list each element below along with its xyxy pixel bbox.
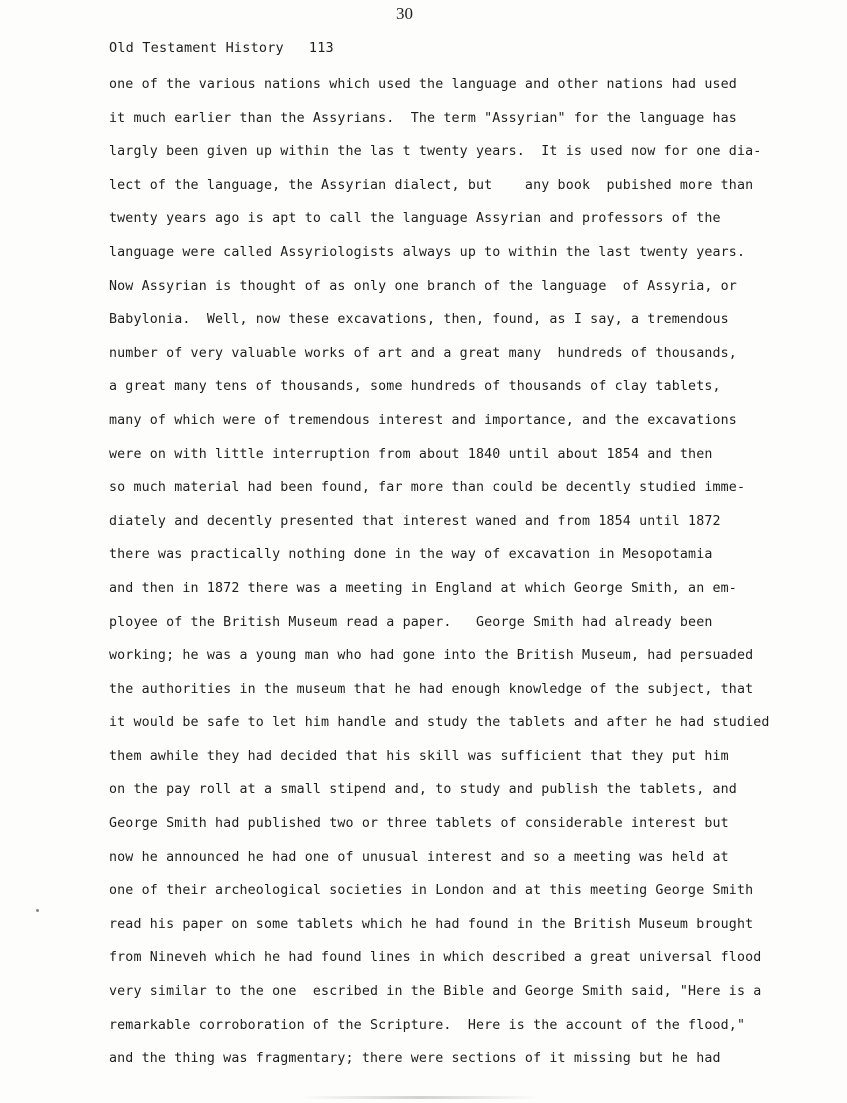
text-line: language were called Assyriologists always up to within the last twenty years.	[109, 244, 746, 260]
text-line: a great many tens of thousands, some hundreds of thousands of clay tablets,	[109, 379, 721, 395]
text-line: the authorities in the museum that he had enough knowledge of the subject, that	[109, 681, 754, 697]
text-line: Babylonia. Well, now these excavations, then, found, as I say, a tremendous	[109, 312, 729, 328]
scan-speck	[36, 909, 39, 912]
text-line: it would be safe to let him handle and study the tablets and after he had studied	[109, 715, 770, 731]
text-line: one of the various nations which used the language and other nations had used	[109, 77, 737, 92]
scan-smudge	[300, 1096, 540, 1099]
text-line: Now Assyrian is thought of as only one branch of the language of Assyria, or	[109, 278, 737, 294]
text-line: on the pay roll at a small stipend and, to study and publish the tablets, and	[109, 782, 737, 798]
text-line: diately and decently presented that interest waned and from 1854 until 1872	[109, 513, 721, 529]
body-text	[109, 75, 770, 1083]
text-line: were on with little interruption from about 1840 until about 1854 and then	[109, 446, 713, 462]
text-line: ployee of the British Museum read a paper. George Smith had already been	[109, 614, 713, 630]
running-header: Old Testament History 113	[109, 40, 334, 56]
text-line: working; he was a young man who had gone into the British Museum, had persuaded	[109, 648, 754, 664]
text-line: and the thing was fragmentary; there were sections of it missing but he had	[109, 1051, 721, 1067]
text-line: so much material had been found, far more than could be decently studied imme-	[109, 480, 746, 496]
text-line: George Smith had published two or three tablets of considerable interest but	[109, 816, 729, 832]
text-line: lect of the language, the Assyrian dialect, but any book pubished more than	[109, 177, 754, 193]
text-line: many of which were of tremendous interest and importance, and the excavations	[109, 412, 737, 428]
text-line: one of their archeological societies in London and at this meeting George Smith	[109, 883, 754, 899]
text-line: them awhile they had decided that his skill was sufficient that they put him	[109, 748, 729, 764]
text-line: it much earlier than the Assyrians. The term "Assyrian" for the language has	[109, 110, 737, 126]
text-line: read his paper on some tablets which he had found in the British Museum brought	[109, 916, 754, 932]
text-line: very similar to the one escribed in the Bible and George Smith said, "Here is a	[109, 984, 762, 1000]
text-line: now he announced he had one of unusual interest and so a meeting was held at	[109, 849, 729, 865]
page-number: 30	[396, 4, 413, 23]
text-line: there was practically nothing done in the way of excavation in Mesopotamia	[109, 547, 713, 563]
text-line: from Nineveh which he had found lines in which described a great universal flood	[109, 950, 762, 966]
text-line: remarkable corroboration of the Scripture. Here is the account of the flood,"	[109, 1017, 746, 1033]
text-line: number of very valuable works of art and a great many hundreds of thousands,	[109, 345, 737, 361]
text-line: largly been given up within the las t twenty years. It is used now for one dia-	[109, 144, 762, 160]
text-line: and then in 1872 there was a meeting in England at which George Smith, an em-	[109, 580, 737, 596]
text-line: twenty years ago is apt to call the language Assyrian and professors of the	[109, 211, 721, 227]
